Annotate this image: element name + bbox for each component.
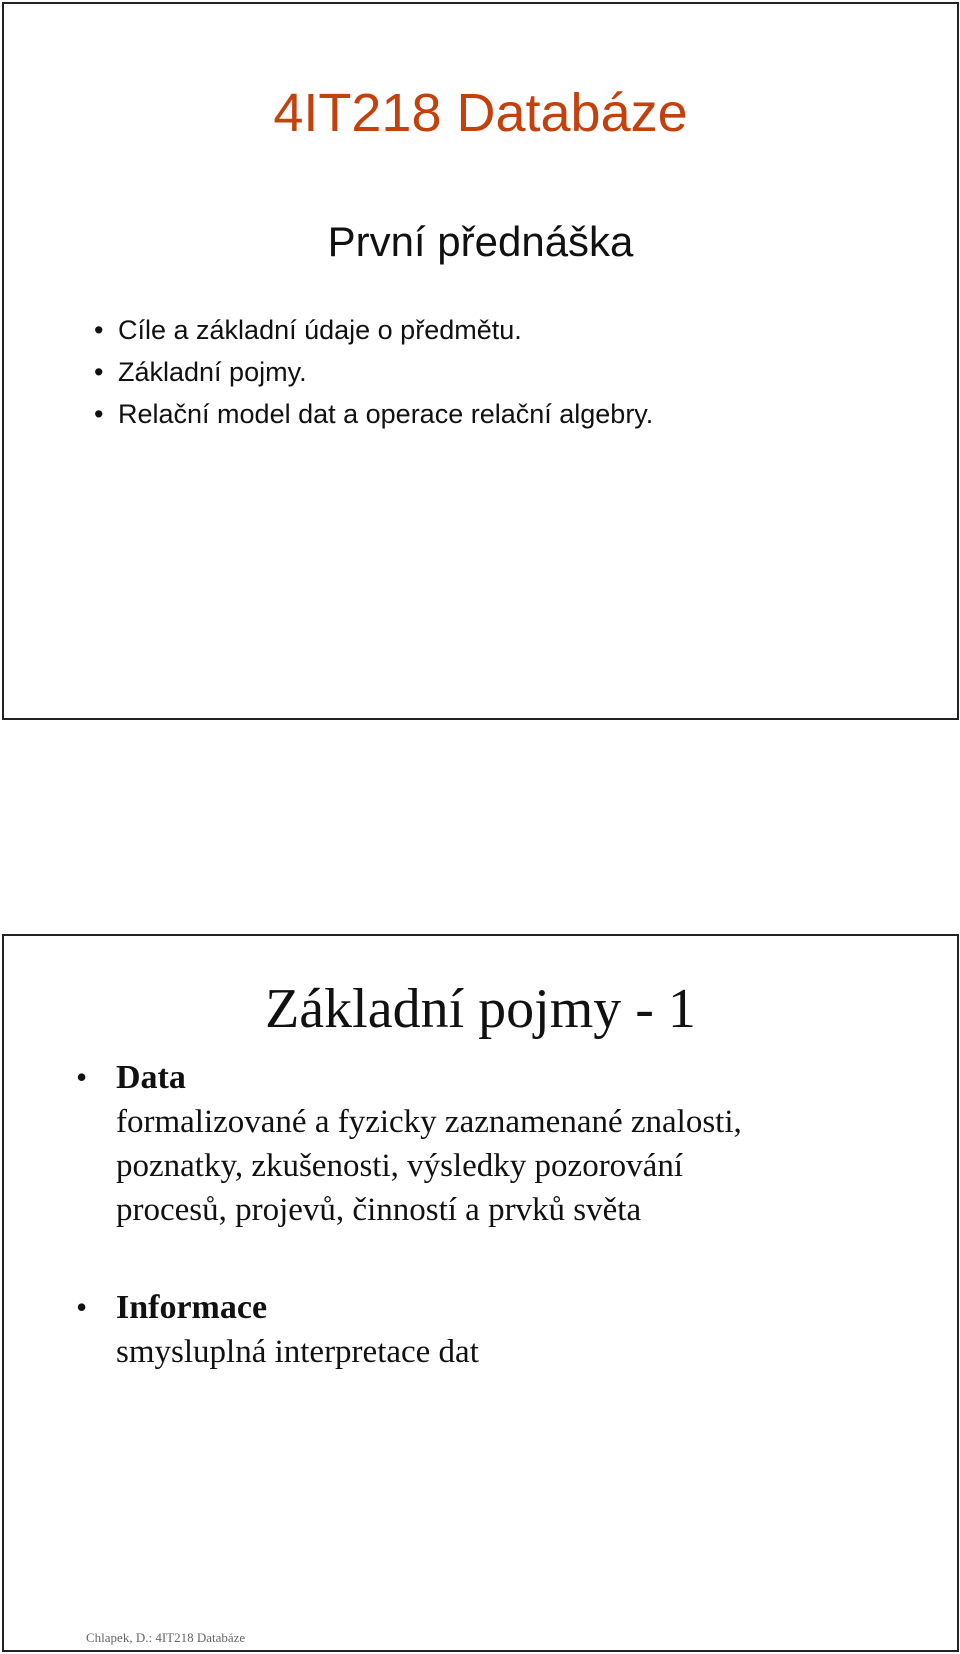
bullet-icon: • [76,1059,88,1095]
term-definition: smysluplná interpretace dat [116,1334,479,1370]
list-item [94,351,653,393]
slide-2 [2,934,959,1652]
bullet-icon: • [94,315,104,345]
slide-1-title: 4IT218 Databáze [273,83,688,143]
definition-item-data [76,1056,742,1232]
list-item [94,309,653,351]
slide-1-subtitle: První přednáška [327,218,634,265]
bullet-text: Relační model dat a operace relační algebry. [118,399,654,429]
slide-2-title: Základní pojmy - 1 [265,978,696,1040]
bullet-icon: • [94,399,104,429]
slide-footer: Chlapek, D.: 4IT218 Databáze [86,1630,246,1645]
slide-1 [2,2,959,720]
list-item [94,393,653,435]
term-definition: formalizované a fyzicky zaznamenané znalosti, poznatky, zkušenosti, výsledky pozorování procesů, projevů, činností a prvků světa [116,1104,742,1228]
bullet-icon: • [94,357,104,387]
term-label: Informace [116,1289,268,1326]
slide-1-bullet-list [94,309,653,435]
bullet-text: Cíle a základní údaje o předmětu. [118,315,522,345]
definition-item-informace [76,1286,479,1374]
bullet-text: Základní pojmy. [118,357,307,387]
bullet-icon: • [76,1289,88,1325]
term-label: Data [116,1059,186,1096]
